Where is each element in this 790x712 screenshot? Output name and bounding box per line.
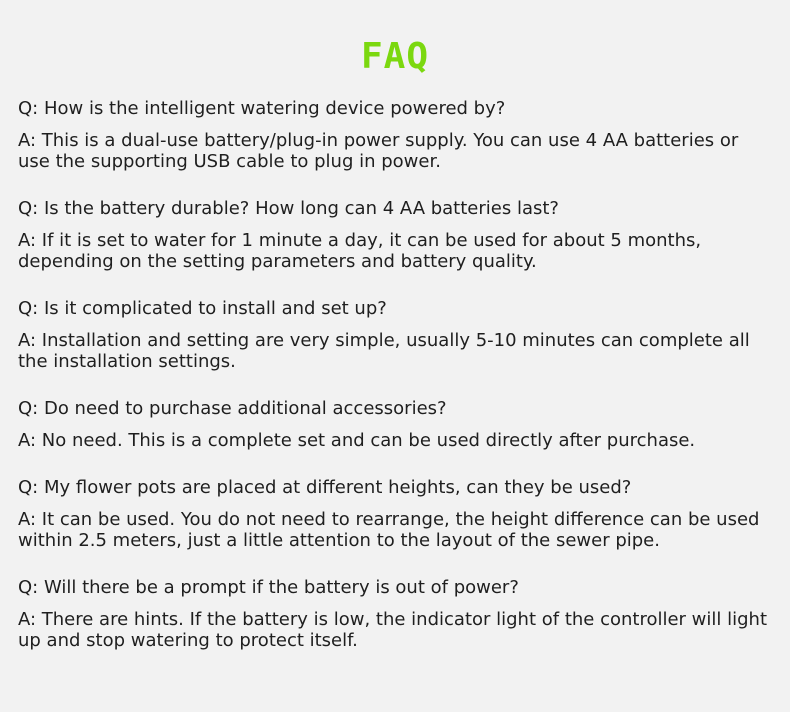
faq-question: Q: Is the battery durable? How long can 4 AA batteries last? [18, 198, 559, 219]
page-title: FAQ [360, 36, 430, 77]
faq-item [18, 298, 772, 372]
faq-answer: A: If it is set to water for 1 minute a day, it can be used for about 5 months, depending on the setting parameters and battery quality. [18, 230, 702, 272]
faq-answer: A: There are hints. If the battery is low, the indicator light of the controller will light up and stop watering to protect itself. [18, 609, 768, 651]
faq-question: Q: Will there be a prompt if the battery is out of power? [18, 577, 519, 598]
faq-question: Q: Is it complicated to install and set up? [18, 298, 387, 319]
faq-item [18, 577, 772, 651]
faq-answer: A: It can be used. You do not need to rearrange, the height difference can be used within 2.5 meters, just a little attention to the layout of the sewer pipe. [18, 509, 760, 551]
faq-question: Q: My flower pots are placed at different heights, can they be used? [18, 477, 632, 498]
faq-list [18, 98, 772, 651]
faq-question: Q: Do need to purchase additional accessories? [18, 398, 447, 419]
faq-answer: A: No need. This is a complete set and can be used directly after purchase. [18, 430, 696, 451]
faq-item [18, 398, 772, 451]
faq-item [18, 98, 772, 172]
faq-question: Q: How is the intelligent watering device powered by? [18, 98, 506, 119]
faq-answer: A: Installation and setting are very simple, usually 5-10 minutes can complete all the installation settings. [18, 330, 750, 372]
faq-answer: A: This is a dual-use battery/plug-in power supply. You can use 4 AA batteries or use the supporting USB cable to plug in power. [18, 130, 739, 172]
faq-item [18, 198, 772, 272]
faq-item [18, 477, 772, 551]
